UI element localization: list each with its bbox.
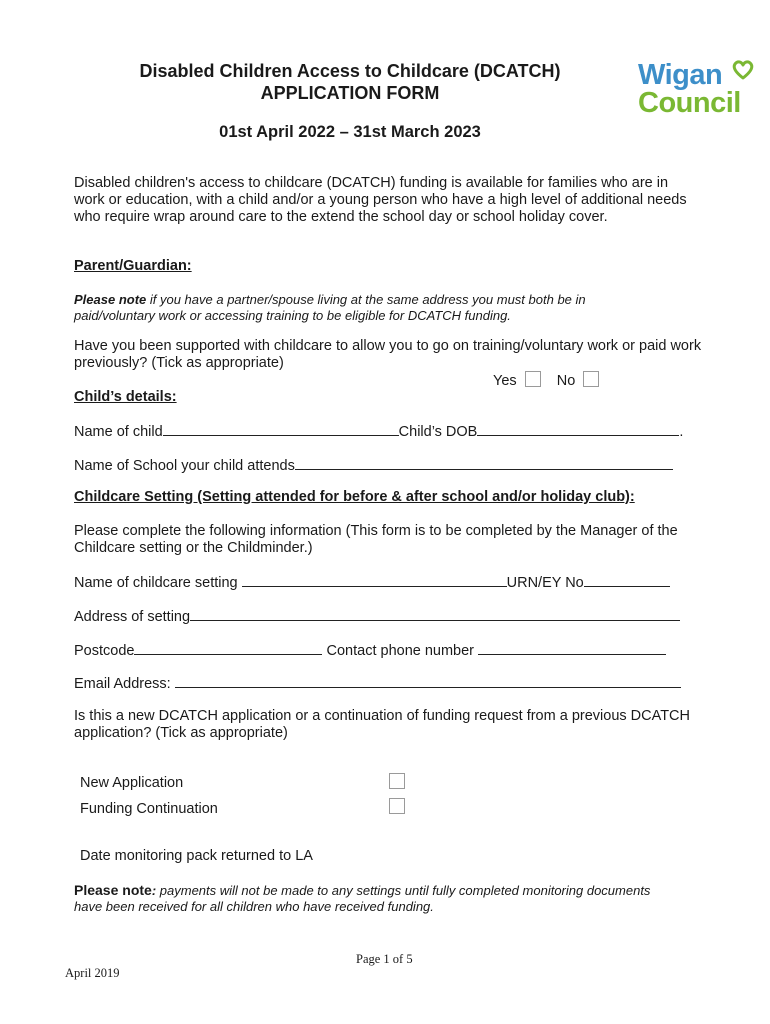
page-number: Page 1 of 5 (356, 952, 413, 966)
urn-field[interactable] (584, 573, 670, 587)
address-label: Address of setting (74, 609, 191, 625)
footer-date: April 2019 (65, 966, 120, 980)
payments-note (74, 882, 674, 915)
address-row (74, 607, 704, 625)
urn-label: URN/EY No (506, 575, 584, 591)
email-label: Email Address: (74, 676, 171, 692)
payments-note-label: Please note (74, 882, 152, 898)
postcode-field[interactable] (134, 641, 322, 655)
title-line-2: APPLICATION FORM (260, 83, 440, 103)
payments-note-text: payments will not be made to any settings until fully completed monitoring documents have been received for all children who have received funding. (74, 883, 651, 914)
email-row (74, 674, 704, 692)
wigan-council-logo (638, 58, 758, 122)
phone-label: Contact phone number (326, 643, 475, 659)
child-dob-label: Child’s DOB (398, 424, 478, 440)
child-dob-field[interactable] (477, 422, 679, 436)
child-name-dob-row (74, 422, 704, 440)
date-range: 01st April 2022 – 31st March 2023 (219, 123, 481, 141)
address-field[interactable] (190, 607, 680, 621)
dob-line-end: . (679, 424, 684, 440)
monitoring-pack-label: Date monitoring pack returned to LA (80, 848, 313, 864)
setting-name-field[interactable] (242, 573, 507, 587)
school-label: Name of School your child attends (74, 458, 295, 474)
setting-name-row (74, 573, 704, 591)
child-name-label: Name of child (74, 424, 163, 440)
heart-icon (732, 60, 754, 80)
no-label: No (556, 373, 576, 389)
postcode-label: Postcode (74, 643, 135, 659)
yes-label: Yes (493, 373, 517, 389)
intro-paragraph: Disabled children's access to childcare (DCATCH) funding is available for families who are in work or education, with a child and/or a young person who have a high level of additional needs who require wrap around care to the extend the school day or school holiday cover. (74, 175, 687, 225)
logo-word-wigan: Wigan (638, 59, 723, 91)
school-row (74, 456, 704, 474)
new-application-checkbox[interactable] (389, 773, 405, 789)
phone-field[interactable] (478, 641, 666, 655)
partner-note-text: if you have a partner/spouse living at the same address you must both be in paid/voluntary work or accessing training to be eligible for DCATCH funding. (74, 292, 586, 323)
child-name-field[interactable] (163, 422, 399, 436)
logo-word-council: Council (638, 87, 741, 119)
document-title (80, 60, 620, 104)
payments-note-colon: : (151, 883, 157, 898)
setting-name-label: Name of childcare setting (74, 575, 238, 591)
yes-no-options (493, 371, 603, 389)
new-application-label: New Application (80, 775, 184, 791)
funding-continuation-checkbox[interactable] (389, 798, 405, 814)
partner-note-label: Please note (74, 292, 147, 307)
childcare-support-question: Have you been supported with childcare to allow you to go on training/voluntary work or paid work previously? (Tick as appropriate) (74, 338, 702, 371)
funding-continuation-label: Funding Continuation (80, 801, 218, 817)
setting-instructions: Please complete the following information (This form is to be completed by the Manager of the Childcare setting or the Childminder.) (74, 523, 678, 556)
school-field[interactable] (295, 456, 673, 470)
child-details-heading: Child’s details: (74, 389, 177, 405)
no-checkbox[interactable] (583, 371, 599, 387)
parent-guardian-heading: Parent/Guardian: (74, 258, 192, 274)
email-field[interactable] (175, 674, 681, 688)
partner-note (74, 292, 654, 324)
postcode-phone-row (74, 641, 704, 659)
title-line-1: Disabled Children Access to Childcare (DCATCH) (139, 61, 561, 81)
childcare-setting-heading: Childcare Setting (Setting attended for before & after school and/or holiday club): (74, 489, 635, 505)
application-type-question: Is this a new DCATCH application or a continuation of funding request from a previous DCATCH application? (Tick as appropriate) (74, 708, 690, 741)
yes-checkbox[interactable] (525, 371, 541, 387)
